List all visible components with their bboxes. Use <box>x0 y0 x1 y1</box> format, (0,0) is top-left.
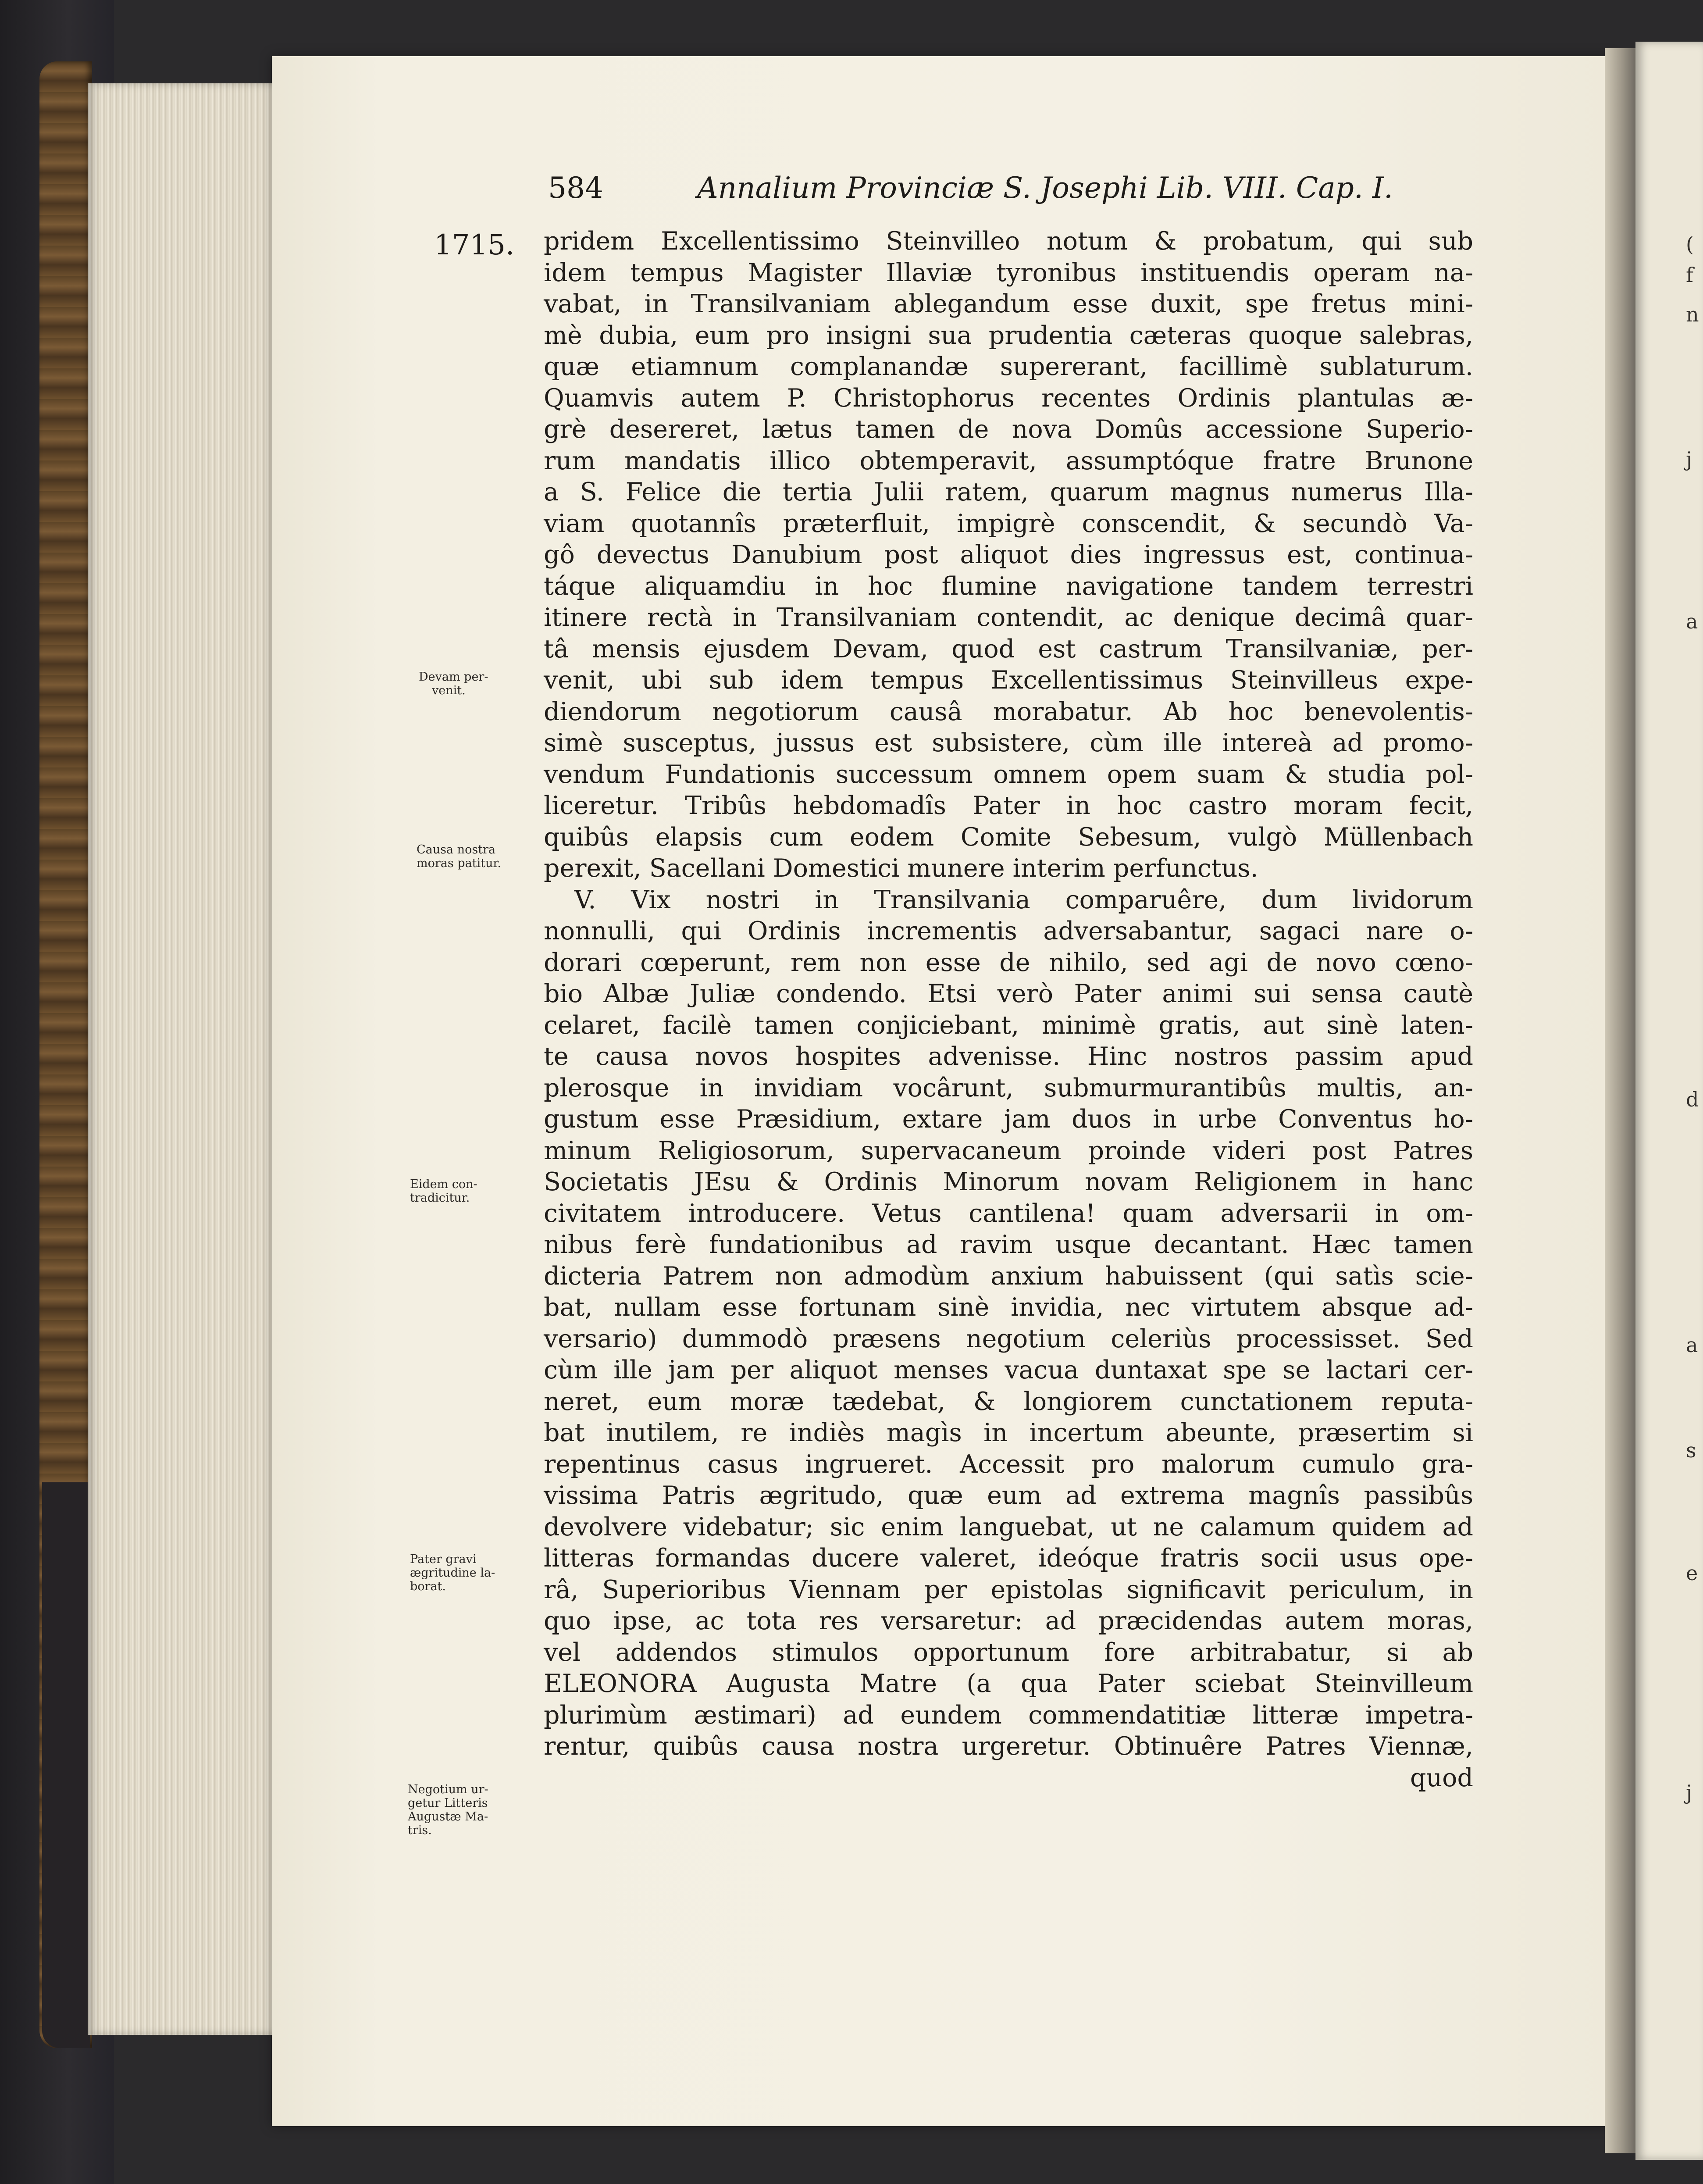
body-line: venit, ubi sub idem tempus Excellentissimus Steinvilleus expe- <box>544 666 1473 695</box>
marginal-note-line: Devam per- <box>419 670 488 684</box>
running-head <box>548 171 1592 215</box>
body-line: plerosque in invidiam vocârunt, submurmurantibûs multis, an- <box>544 1073 1473 1103</box>
marginal-note-line: Causa nostra <box>417 843 496 856</box>
marginal-note-line: Eidem con- <box>410 1178 477 1191</box>
marginal-note-eidem <box>410 1178 511 1205</box>
book-gutter <box>1605 48 1635 2153</box>
body-line: idem tempus Magister Illaviæ tyronibus instituendis operam na- <box>544 258 1473 287</box>
body-line: civitatem introducere. Vetus cantilena! quam adversarii in om- <box>544 1199 1473 1228</box>
marginal-note-line: moras patitur. <box>417 856 501 870</box>
marginal-note-line: tradicitur. <box>410 1191 470 1205</box>
body-line: V. Vix nostri in Transilvania comparuêre, dum lividorum <box>574 885 1473 914</box>
body-line: neret, eum moræ tædebat, & longiorem cunctationem reputa- <box>544 1387 1473 1416</box>
body-line: rum mandatis illico obtemperavit, assumptóque fratre Brunone <box>544 446 1473 475</box>
catchword: quod <box>1410 1763 1473 1792</box>
body-line: repentinus casus ingrueret. Accessit pro malorum cumulo gra- <box>544 1449 1473 1479</box>
adjacent-page-fragment: a <box>1686 1333 1698 1357</box>
body-line: bat, nullam esse fortunam sinè invidia, nec virtutem absque ad- <box>544 1293 1473 1322</box>
body-line: plurimùm æstimari) ad eundem commendatitiæ litteræ impetra- <box>544 1700 1473 1730</box>
book-cover-leather <box>42 1482 90 2048</box>
marginal-note-devam <box>419 670 520 697</box>
body-line: râ, Superioribus Viennam per epistolas significavit periculum, in <box>544 1575 1473 1604</box>
body-line: táque aliquamdiu in hoc flumine navigatione tandem terrestri <box>544 571 1473 601</box>
adjacent-page-fragment: d <box>1686 1088 1699 1111</box>
body-text <box>544 226 1473 1794</box>
body-line: nibus ferè fundationibus ad ravim usque decantant. Hæc tamen <box>544 1230 1473 1259</box>
body-line: minum Religiosorum, supervacaneum proinde videri post Patres <box>544 1136 1473 1165</box>
adjacent-page-fragment: f <box>1686 263 1694 287</box>
body-line: vabat, in Transilvaniam ablegandum esse duxit, spe fretus mini- <box>544 289 1473 318</box>
body-line: liceretur. Tribûs hebdomadîs Pater in hoc castro moram fecit, <box>544 791 1473 820</box>
marginal-note-line: tris. <box>408 1824 432 1837</box>
marginal-note-line: Pater gravi <box>410 1552 477 1566</box>
body-line: grè desereret, lætus tamen de nova Domûs accessione Superio- <box>544 415 1473 444</box>
adjacent-page-fragment: j <box>1686 1781 1692 1804</box>
margin-year: 1715. <box>434 229 515 261</box>
body-line: bat inutilem, re indiès magìs in incertum abeunte, præsertim si <box>544 1418 1473 1447</box>
body-line: quo ipse, ac tota res versaretur: ad præcidendas autem moras, <box>544 1606 1473 1635</box>
body-line: celaret, facilè tamen conjiciebant, minimè gratis, aut sinè laten- <box>544 1010 1473 1040</box>
adjacent-page-fragment: a <box>1686 610 1698 633</box>
marginal-note-pater <box>410 1552 511 1593</box>
body-line: a S. Felice die tertia Julii ratem, quarum magnus numerus Illa- <box>544 478 1473 507</box>
marginal-note-line: venit. <box>432 684 466 697</box>
marginal-note-negotium <box>408 1783 509 1837</box>
body-line: diendorum negotiorum causâ morabatur. Ab hoc benevolentis- <box>544 697 1473 726</box>
body-line: gô devectus Danubium post aliquot dies ingressus est, continua- <box>544 540 1473 569</box>
body-line: quibûs elapsis cum eodem Comite Sebesum, vulgò Müllenbach <box>544 822 1473 852</box>
body-line: mè dubia, eum pro insigni sua prudentia cæteras quoque salebras, <box>544 321 1473 350</box>
body-line: vendum Fundationis successum omnem opem suam & studia pol- <box>544 760 1473 789</box>
body-line: viam quotannîs præterfluit, impigrè conscendit, & secundò Va- <box>544 509 1473 538</box>
body-line: ELEONORA Augusta Matre (a qua Pater sciebat Steinvilleum <box>544 1669 1473 1698</box>
body-line: simè susceptus, jussus est subsistere, cùm ille intereà ad promo- <box>544 728 1473 757</box>
body-line: bio Albæ Juliæ condendo. Etsi verò Pater animi sui sensa cautè <box>544 979 1473 1008</box>
body-line: versario) dummodò præsens negotium celeriùs processisset. Sed <box>544 1324 1473 1353</box>
body-line: Societatis JEsu & Ordinis Minorum novam Religionem in hanc <box>544 1167 1473 1196</box>
marginal-note-line: borat. <box>410 1580 446 1593</box>
marginal-note-line: ægritudine la- <box>410 1566 495 1580</box>
page-stack-edges <box>88 83 276 2035</box>
page-number: 584 <box>548 171 603 205</box>
body-line: vissima Patris ægritudo, quæ eum ad extrema magnîs passibûs <box>544 1481 1473 1510</box>
body-line: gustum esse Præsidium, extare jam duos in urbe Conventus ho- <box>544 1105 1473 1134</box>
marginal-note-line: getur Litteris <box>408 1796 488 1810</box>
adjacent-page-fragment: e <box>1686 1561 1698 1585</box>
adjacent-page-fragment: j <box>1686 447 1692 471</box>
body-line: tâ mensis ejusdem Devam, quod est castrum Transilvaniæ, per- <box>544 634 1473 664</box>
body-line: nonnulli, qui Ordinis incrementis adversabantur, sagaci nare o- <box>544 917 1473 946</box>
body-line: rentur, quibûs causa nostra urgeretur. Obtinuêre Patres Viennæ, <box>544 1732 1473 1761</box>
body-line: itinere rectà in Transilvaniam contendit, ac denique decimâ quar- <box>544 603 1473 632</box>
body-line: dorari cœperunt, rem non esse de nihilo, sed agi de novo cœno- <box>544 948 1473 977</box>
adjacent-page-fragment: ( <box>1686 232 1694 256</box>
body-line: perexit, Sacellani Domestici munere interim perfunctus. <box>544 854 1258 883</box>
adjacent-page-fragment: n <box>1686 303 1699 326</box>
adjacent-page-fragment: s <box>1686 1438 1696 1462</box>
marginal-note-line: Augustæ Ma- <box>408 1810 488 1824</box>
body-line: Quamvis autem P. Christophorus recentes Ordinis plantulas æ- <box>544 383 1473 413</box>
header-title: Annalium Provinciæ S. Josephi Lib. VIII. Cap. I. <box>697 171 1393 205</box>
body-line: quæ etiamnum complanandæ supererant, facillimè sublaturum. <box>544 352 1473 381</box>
body-line: te causa novos hospites advenisse. Hinc nostros passim apud <box>544 1042 1473 1071</box>
body-line: cùm ille jam per aliquot menses vacua duntaxat spe se lactari cer- <box>544 1356 1473 1385</box>
body-line: litteras formandas ducere valeret, ideóque fratris socii usus ope- <box>544 1544 1473 1573</box>
body-line: devolvere videbatur; sic enim languebat, ut ne calamum quidem ad <box>544 1512 1473 1542</box>
body-line: dicteria Patrem non admodùm anxium habuissent (qui satìs scie- <box>544 1261 1473 1291</box>
body-line: vel addendos stimulos opportunum fore arbitrabatur, si ab <box>544 1638 1473 1667</box>
body-line: pridem Excellentissimo Steinvilleo notum & probatum, qui sub <box>544 227 1473 256</box>
marginal-note-causa <box>417 843 517 870</box>
marginal-note-line: Negotium ur- <box>408 1783 488 1796</box>
